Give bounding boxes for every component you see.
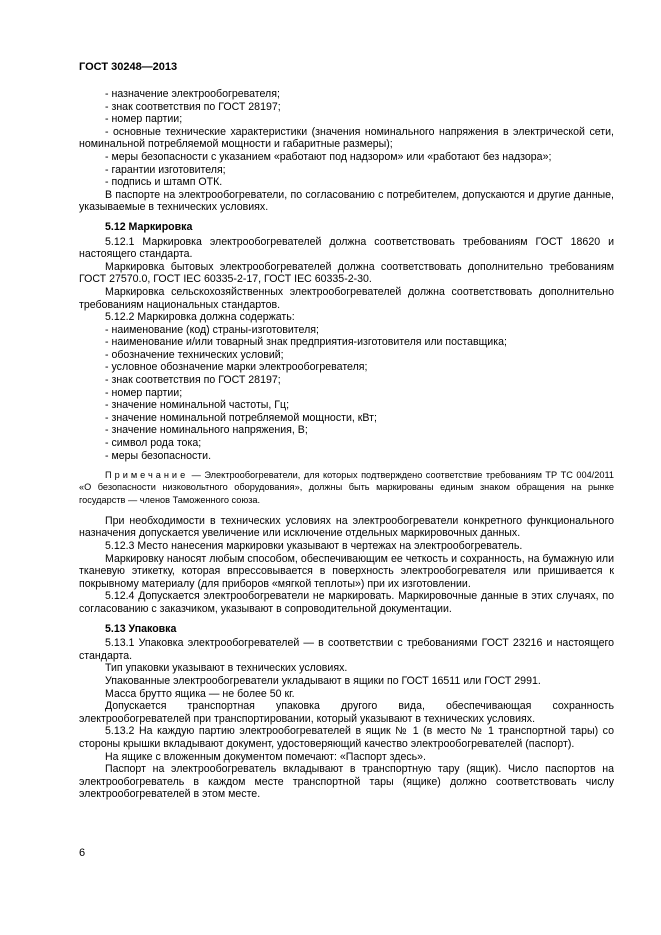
list-item: - номер партии; <box>105 386 183 399</box>
note-label: Примечание <box>105 470 189 481</box>
paragraph: 5.12.3 Место нанесения маркировки указывают в чертежах на электрообогреватель. <box>105 540 523 553</box>
list-item: - подпись и штамп ОТК. <box>105 176 223 189</box>
paragraph: Масса брутто ящика — не более 50 кг. <box>105 687 295 700</box>
note-text: — Электрообогреватели, для которых подтверждено соответствие требованиям ТР ТС 004/2011 «О безопасности низковольтного оборудования», должны быть маркированы единым знаком обращения на рынке государств — членов Таможенного союза. <box>79 470 614 505</box>
paragraph: Упакованные электрообогреватели укладывают в ящики по ГОСТ 16511 или ГОСТ 2991. <box>105 674 541 687</box>
paragraph: Маркировку наносят любым способом, обеспечивающим ее четкость и сохранность, на бумажную или тканевую этикетку, которая впрессовывается в поверхность электрообогревателя или пришивается к покрывному материалу (для приборов «мягкой теплоты») при их изготовлении. <box>79 552 614 590</box>
list-item: - гарантии изготовителя; <box>105 163 226 176</box>
paragraph: 5.12.4 Допускается электрообогреватели не маркировать. Маркировочные данные в этих случаях, по согласованию с заказчиком, указывают в сопроводительной документации. <box>79 590 614 615</box>
list-item: - меры безопасности с указанием «работают под надзором» или «работают без надзора»; <box>105 150 552 163</box>
paragraph: Тип упаковки указывают в технических условиях. <box>105 662 348 675</box>
paragraph: Маркировка бытовых электрообогревателей должна соответствовать дополнительно требованиям ГОСТ 27570.0, ГОСТ IEC 60335-2-17, ГОСТ IEC 60335-2-30. <box>79 260 614 286</box>
list-item: - значение номинальной потребляемой мощности, кВт; <box>105 411 377 424</box>
list-item: - наименование и/или товарный знак предприятия-изготовителя или поставщика; <box>105 336 507 349</box>
list-item: - меры безопасности. <box>105 449 212 462</box>
list-item: - значение номинального напряжения, В; <box>105 424 308 437</box>
paragraph: 5.12.1 Маркировка электрообогревателей должна соответствовать требованиям ГОСТ 18620 и настоящего стандарта. <box>79 235 614 261</box>
paragraph: На ящике с вложенным документом помечают: «Паспорт здесь». <box>105 750 426 763</box>
list-item: - обозначение технических условий; <box>105 348 284 361</box>
section-heading-5-12: 5.12 Маркировка <box>105 220 193 233</box>
list-item: - символ рода тока; <box>105 437 202 450</box>
paragraph: 5.13.1 Упаковка электрообогревателей — в соответствии с требованиями ГОСТ 23216 и настоящего стандарта. <box>79 637 614 662</box>
list-item: - знак соответствия по ГОСТ 28197; <box>105 374 281 387</box>
page-body <box>79 88 614 801</box>
section-heading-5-13: 5.13 Упаковка <box>105 622 177 635</box>
note <box>79 469 614 506</box>
paragraph: 5.12.2 Маркировка должна содержать: <box>105 311 295 324</box>
paragraph: Маркировка сельскохозяйственных электрообогревателей должна соответствовать дополнительно требованиям национальных стандартов. <box>79 285 614 311</box>
paragraph: В паспорте на электрообогреватели, по согласованию с потребителем, допускаются и другие данные, указываемые в технических условиях. <box>79 188 614 214</box>
list-item: - основные технические характеристики (значения номинального напряжения в электрической сети, номинальной потребляемой мощности и габаритные размеры); <box>79 125 614 151</box>
list-item: - условное обозначение марки электрообогревателя; <box>105 361 368 374</box>
document-header: ГОСТ 30248—2013 <box>79 61 178 73</box>
list-item: - наименование (код) страны-изготовителя; <box>105 323 319 336</box>
paragraph: 5.13.2 На каждую партию электрообогревателей в ящик № 1 (в место № 1 транспортной тары) со стороны крышки вкладывают документ, удостоверяющий качество электрообогревателей (паспорт). <box>79 725 614 750</box>
list-item: - знак соответствия по ГОСТ 28197; <box>105 100 281 113</box>
page-number: 6 <box>79 847 86 859</box>
list-item: - значение номинальной частоты, Гц; <box>105 399 290 412</box>
list-item: - назначение электрообогревателя; <box>105 88 280 100</box>
paragraph: Допускается транспортная упаковка другого вида, обеспечивающая сохранность электрообогревателей при транспортировании, который указывают в технических условиях. <box>79 700 614 725</box>
paragraph: При необходимости в технических условиях на электрообогреватели конкретного функционального назначения допускается увеличение или исключение отдельных маркировочных данных. <box>79 514 614 540</box>
list-item: - номер партии; <box>105 113 183 126</box>
paragraph: Паспорт на электрообогреватель вкладывают в транспортную тару (ящик). Число паспортов на электрообогреватель в каждом месте транспортной тары (ящике) должно соответствовать числу электрообогревателей в этом месте. <box>79 763 614 801</box>
